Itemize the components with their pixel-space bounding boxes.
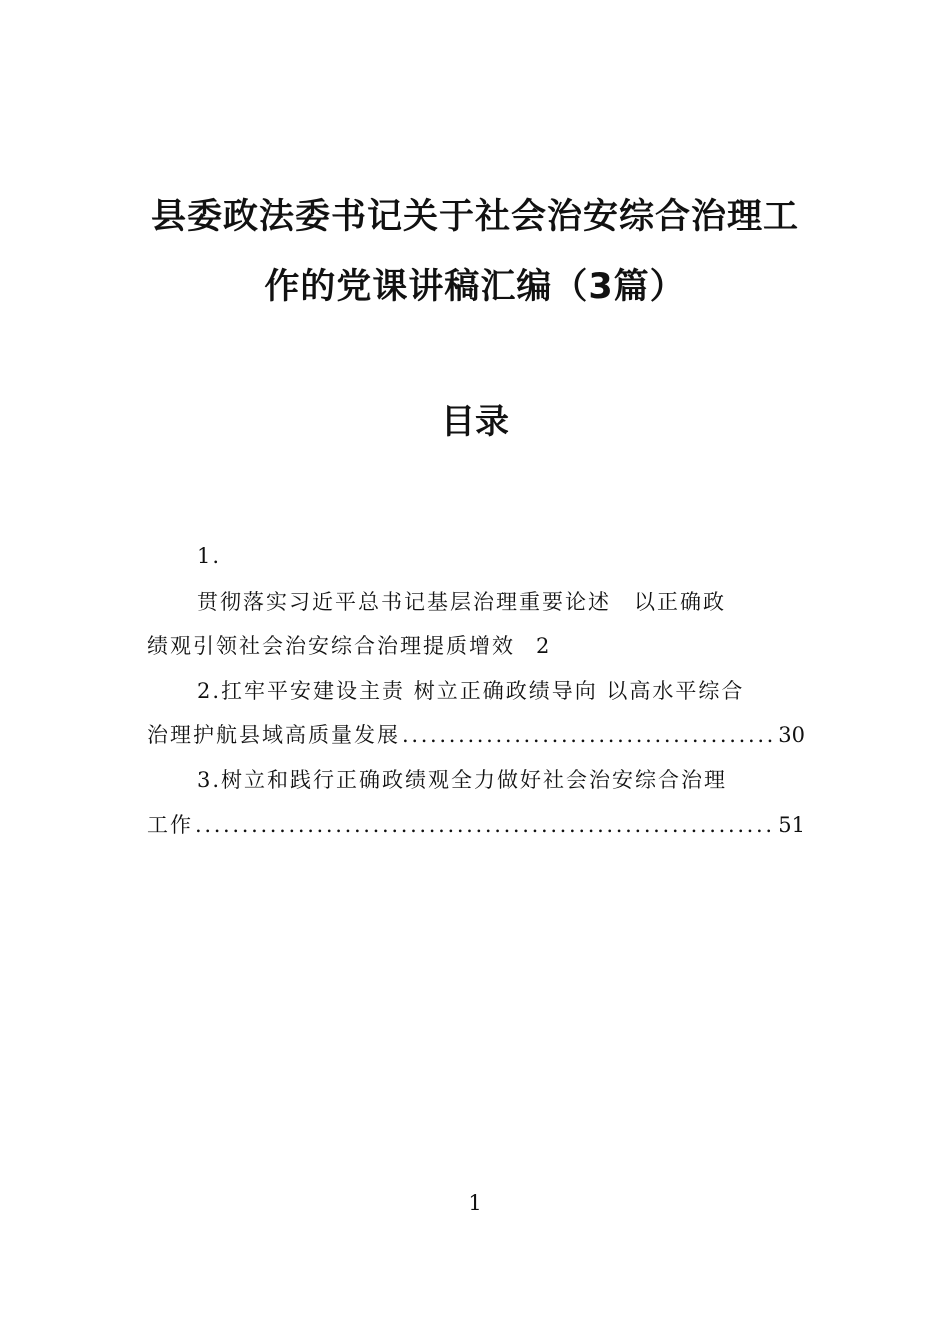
toc-entry-2-page: 30 bbox=[778, 723, 805, 747]
toc-entry-1-number: 1. bbox=[197, 544, 222, 568]
toc-heading: 目录 bbox=[441, 402, 509, 442]
toc-entry-1-title-line-1[interactable]: 贯彻落实习近平总书记基层治理重要论述 以正确政 bbox=[197, 590, 726, 614]
toc-entry-1-page: 2 bbox=[536, 634, 550, 658]
toc-entry-3-title-line-1[interactable]: 3.树立和践行正确政绩观全力做好社会治安综合治理 bbox=[197, 768, 728, 792]
document-title-line-1: 县委政法委书记关于社会治安综合治理工 bbox=[150, 197, 799, 237]
toc-entry-2-title-text: 治理护航县域高质量发展 bbox=[147, 723, 400, 747]
toc-entry-2-title-line-1[interactable]: 2.扛牢平安建设主责 树立正确政绩导向 以高水平综合 bbox=[197, 679, 745, 703]
toc-entry-3-title-line-2[interactable] bbox=[147, 815, 805, 836]
toc-entry-3-leader-dots bbox=[195, 815, 776, 836]
toc-entry-2-leader-dots bbox=[402, 725, 776, 746]
toc-entry-3-title-text: 工作 bbox=[147, 813, 193, 837]
toc-entry-1-title-line-2[interactable] bbox=[147, 636, 805, 657]
document-title-line-2: 作的党课讲稿汇编（3篇） bbox=[264, 267, 686, 307]
page-number: 1 bbox=[468, 1191, 482, 1215]
toc-entry-1-title-text: 绩观引领社会治安综合治理提质增效 bbox=[147, 634, 515, 658]
toc-entry-2-title-line-2[interactable] bbox=[147, 725, 805, 746]
toc-entry-3-page: 51 bbox=[778, 813, 805, 837]
